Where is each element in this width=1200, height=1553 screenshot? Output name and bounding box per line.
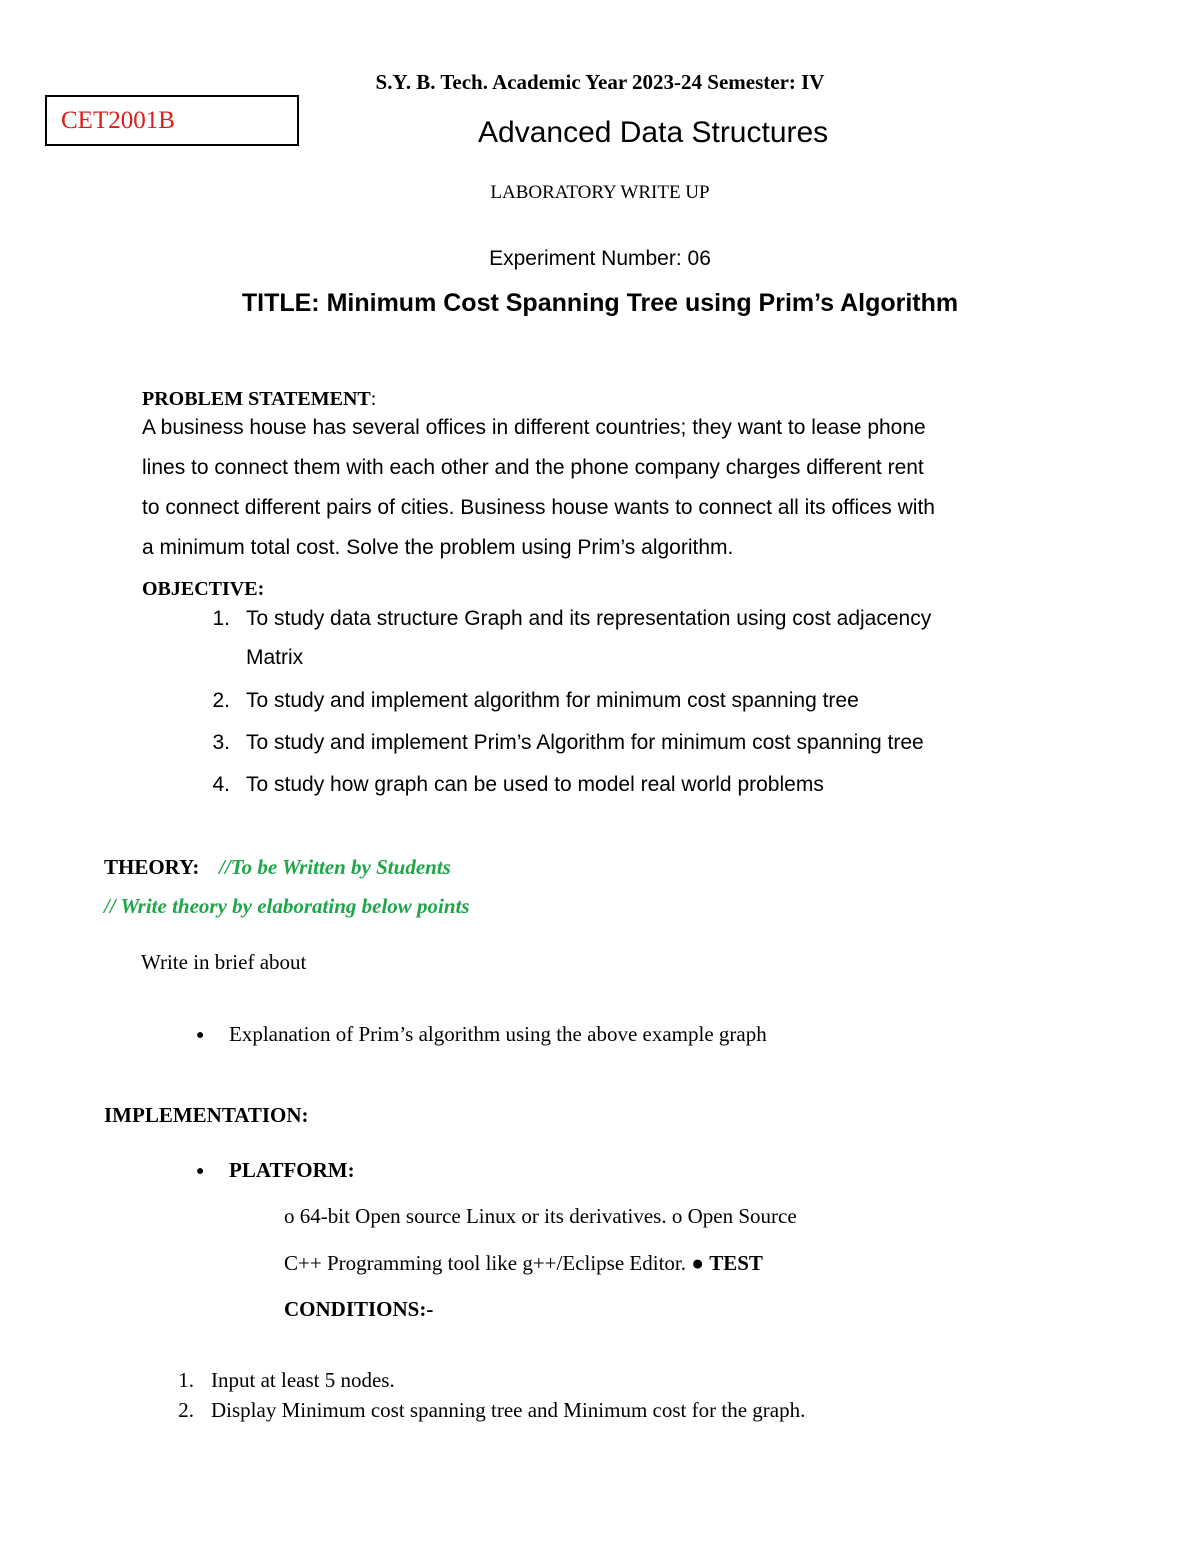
platform-label: PLATFORM: <box>229 1158 355 1182</box>
objective-label: OBJECTIVE: <box>142 578 265 600</box>
page-title: TITLE: Minimum Cost Spanning Tree using Prim’s Algorithm <box>241 289 959 317</box>
theory-label: THEORY: <box>104 855 200 879</box>
test-label: TEST <box>709 1251 763 1275</box>
theory-note: // Write theory by elaborating below points <box>104 894 470 918</box>
platform-line: o 64-bit Open source Linux or its derivatives. o Open Source <box>284 1204 797 1228</box>
test-condition: Input at least 5 nodes. <box>211 1368 395 1392</box>
theory-intro: Write in brief about <box>141 950 307 974</box>
objective-item: To study how graph can be used to model real world problems <box>246 773 824 796</box>
course-code: CET2001B <box>61 107 175 134</box>
platform-line <box>284 1251 763 1276</box>
problem-line: to connect different pairs of cities. Business house wants to connect all its offices with <box>142 496 935 519</box>
problem-line: lines to connect them with each other and the phone company charges different rent <box>142 456 924 479</box>
doc-type: LABORATORY WRITE UP <box>490 182 710 203</box>
test-condition-number: 1. <box>178 1368 194 1392</box>
problem-statement-colon: : <box>370 388 377 410</box>
program-line: S.Y. B. Tech. Academic Year 2023-24 Semester: IV <box>375 70 825 94</box>
implementation-label: IMPLEMENTATION: <box>104 1103 309 1127</box>
objective-item: To study data structure Graph and its representation using cost adjacency <box>246 607 932 630</box>
experiment-number: Experiment Number: 06 <box>489 247 711 270</box>
test-condition-number: 2. <box>178 1398 194 1422</box>
objective-number: 4. <box>212 773 230 796</box>
problem-line: A business house has several offices in different countries; they want to lease phone <box>142 416 926 439</box>
bullet-icon: ● <box>196 1162 205 1178</box>
objective-number: 3. <box>212 731 230 754</box>
objective-item-continuation: Matrix <box>246 646 304 669</box>
theory-point: Explanation of Prim’s algorithm using the above example graph <box>229 1022 767 1046</box>
course-title: Advanced Data Structures <box>478 116 829 149</box>
problem-statement-label <box>142 388 376 411</box>
conditions-label: CONDITIONS:- <box>284 1297 434 1321</box>
objective-number: 2. <box>212 689 230 712</box>
test-condition: Display Minimum cost spanning tree and Minimum cost for the graph. <box>211 1398 806 1422</box>
course-code-box <box>45 95 299 146</box>
objective-item: To study and implement Prim’s Algorithm for minimum cost spanning tree <box>246 731 924 754</box>
platform-line-text: C++ Programming tool like g++/Eclipse Editor. ● <box>284 1251 710 1275</box>
problem-statement-label-text: PROBLEM STATEMENT <box>142 388 371 410</box>
problem-line: a minimum total cost. Solve the problem using Prim’s algorithm. <box>142 536 734 559</box>
objective-number: 1. <box>212 607 230 630</box>
theory-note: //To be Written by Students <box>219 855 451 879</box>
objective-item: To study and implement algorithm for minimum cost spanning tree <box>246 689 859 712</box>
bullet-icon: ● <box>196 1026 205 1042</box>
